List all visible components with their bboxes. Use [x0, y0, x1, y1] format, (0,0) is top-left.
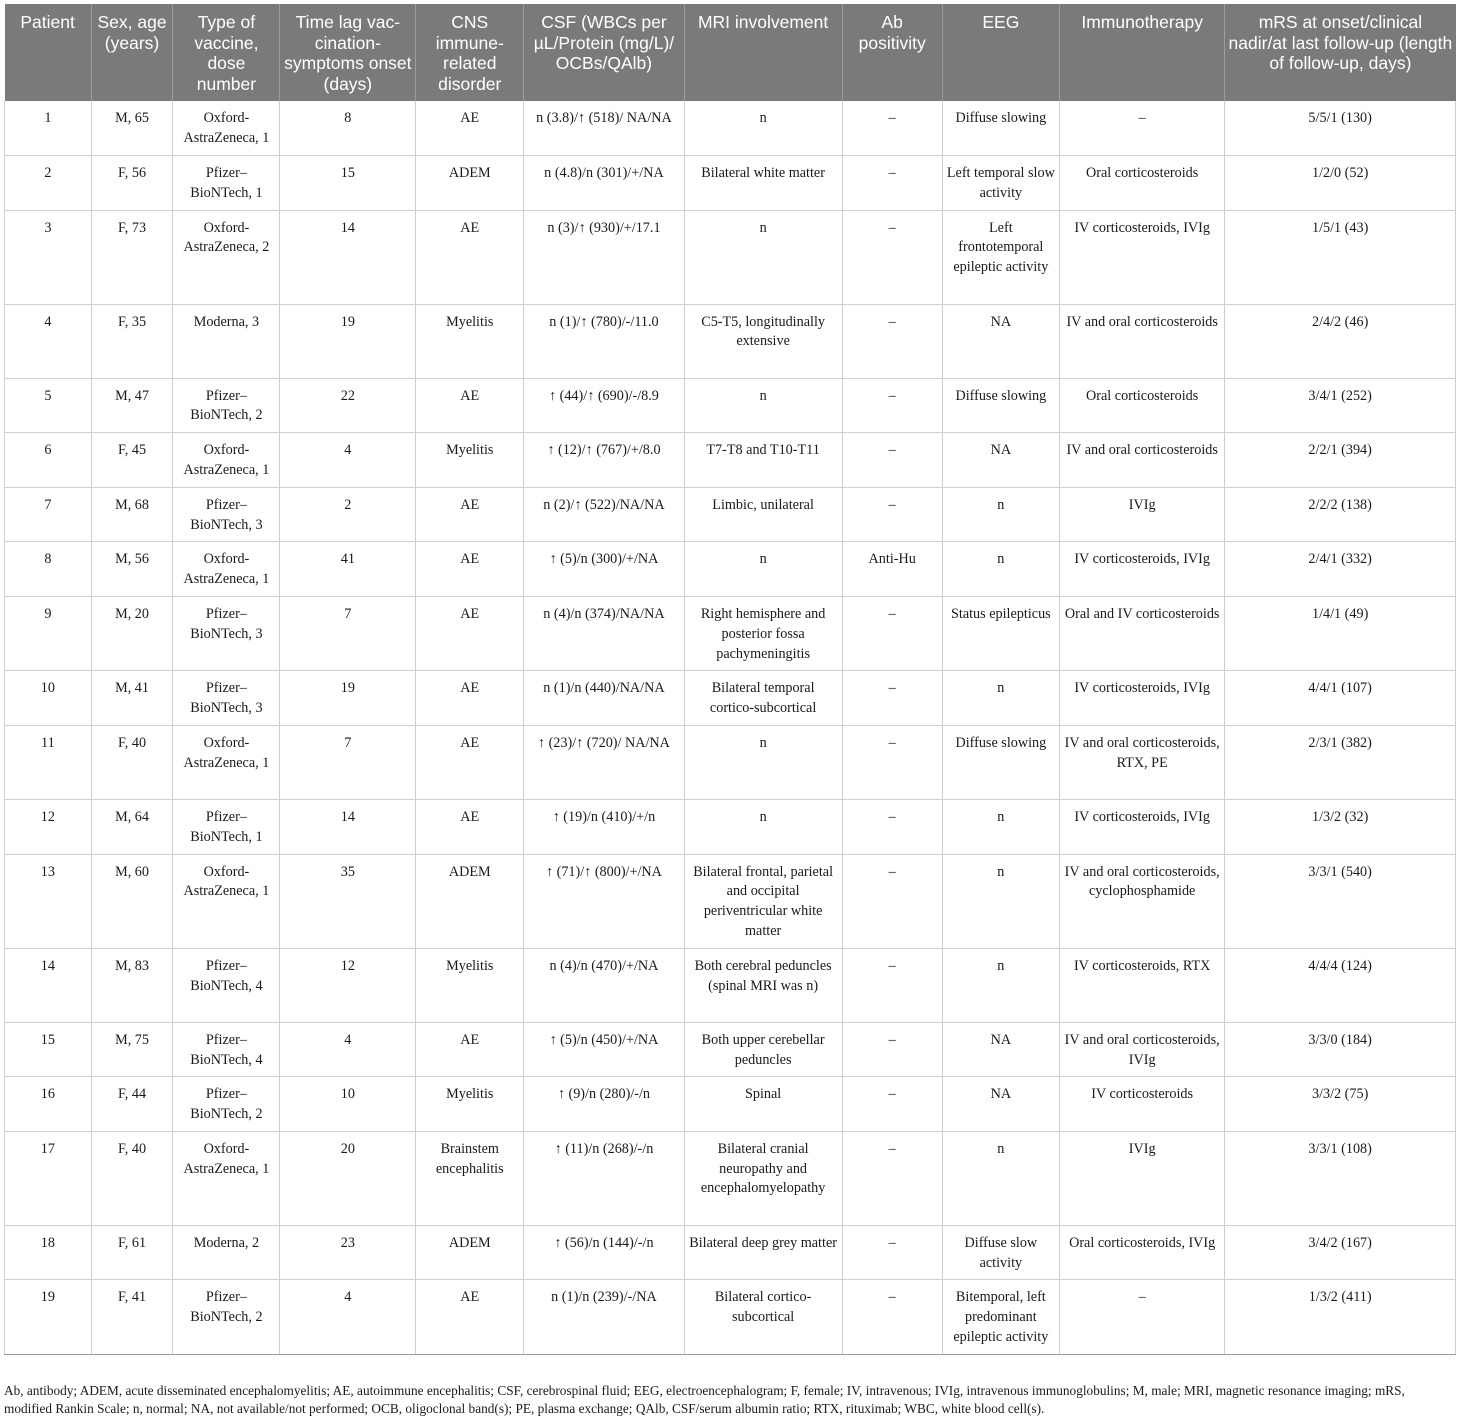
table-cell: M, 75	[91, 1022, 173, 1077]
table-cell: ↑ (11)/n (268)/-/n	[524, 1131, 684, 1225]
table-cell: 14	[5, 948, 92, 1022]
table-cell: 19	[280, 671, 416, 726]
table-cell: 8	[5, 542, 92, 597]
table-cell: ↑ (56)/n (144)/-/n	[524, 1225, 684, 1280]
table-cell: IV and oral corticosteroids, cyclophosphamide	[1060, 854, 1225, 948]
table-cell: IVIg	[1060, 1131, 1225, 1225]
table-cell: Oral corticosteroids, IVIg	[1060, 1225, 1225, 1280]
table-cell: IV corticosteroids, IVIg	[1060, 671, 1225, 726]
table-cell: 14	[280, 210, 416, 304]
table-cell: Bitemporal, left predominant epileptic activity	[942, 1280, 1059, 1354]
table-cell: AE	[416, 725, 524, 799]
table-cell: Oxford-AstraZeneca, 2	[173, 210, 280, 304]
table-cell: 1	[5, 101, 92, 155]
table-cell: –	[842, 671, 942, 726]
table-cell: 2/2/2 (138)	[1225, 487, 1456, 542]
table-row	[5, 1280, 1456, 1354]
table-cell: IV and oral corticosteroids	[1060, 433, 1225, 488]
table-cell: M, 20	[91, 596, 173, 670]
table-cell: IV corticosteroids	[1060, 1077, 1225, 1132]
table-cell: ↑ (23)/↑ (720)/ NA/NA	[524, 725, 684, 799]
table-cell: Diffuse slowing	[942, 101, 1059, 155]
table-cell: ↑ (71)/↑ (800)/+/NA	[524, 854, 684, 948]
table-cell: Pfizer–BioNTech, 1	[173, 799, 280, 854]
table-cell: 4	[5, 304, 92, 378]
table-cell: IV and oral corticosteroids, RTX, PE	[1060, 725, 1225, 799]
table-cell: n (1)/n (239)/-/NA	[524, 1280, 684, 1354]
table-cell: IV corticosteroids, IVIg	[1060, 542, 1225, 597]
table-header	[5, 4, 1456, 101]
table-cell: –	[842, 596, 942, 670]
table-cell: Bilateral deep grey matter	[684, 1225, 842, 1280]
table-cell: n (3)/↑ (930)/+/17.1	[524, 210, 684, 304]
table-cell: M, 64	[91, 799, 173, 854]
table-cell: 13	[5, 854, 92, 948]
table-cell: Myelitis	[416, 433, 524, 488]
table-cell: Bilateral white matter	[684, 155, 842, 210]
table-cell: AE	[416, 1280, 524, 1354]
table-cell: Limbic, unilateral	[684, 487, 842, 542]
table-cell: Myelitis	[416, 1077, 524, 1132]
table-cell: Oxford-AstraZeneca, 1	[173, 725, 280, 799]
table-cell: AE	[416, 542, 524, 597]
table-cell: IV and oral corticosteroids, IVIg	[1060, 1022, 1225, 1077]
table-cell: Oxford-AstraZeneca, 1	[173, 1131, 280, 1225]
table-cell: Both upper cerebellar peduncles	[684, 1022, 842, 1077]
table-cell: F, 45	[91, 433, 173, 488]
table-cell: Pfizer–BioNTech, 2	[173, 1280, 280, 1354]
table-cell: –	[842, 1225, 942, 1280]
table-cell: 8	[280, 101, 416, 155]
table-cell: 15	[280, 155, 416, 210]
table-cell: n	[942, 854, 1059, 948]
column-header: Immunotherapy	[1060, 4, 1225, 101]
patient-table	[4, 4, 1456, 1355]
table-cell: Oxford-AstraZeneca, 1	[173, 542, 280, 597]
table-cell: Oxford-AstraZeneca, 1	[173, 433, 280, 488]
table-cell: –	[842, 854, 942, 948]
table-cell: 41	[280, 542, 416, 597]
table-cell: AE	[416, 210, 524, 304]
table-cell: 2/2/1 (394)	[1225, 433, 1456, 488]
table-cell: 3/3/2 (75)	[1225, 1077, 1456, 1132]
table-cell: 7	[5, 487, 92, 542]
column-header: Ab positivity	[842, 4, 942, 101]
table-cell: n	[684, 101, 842, 155]
table-cell: M, 65	[91, 101, 173, 155]
table-cell: 2	[5, 155, 92, 210]
table-cell: ↑ (9)/n (280)/-/n	[524, 1077, 684, 1132]
table-cell: 1/4/1 (49)	[1225, 596, 1456, 670]
table-row	[5, 948, 1456, 1022]
table-cell: n	[942, 1131, 1059, 1225]
table-cell: T7-T8 and T10-T11	[684, 433, 842, 488]
table-cell: n (2)/↑ (522)/NA/NA	[524, 487, 684, 542]
table-row	[5, 1077, 1456, 1132]
table-cell: Bilateral cortico-subcortical	[684, 1280, 842, 1354]
table-cell: Oral corticosteroids	[1060, 378, 1225, 433]
table-cell: 35	[280, 854, 416, 948]
column-header: EEG	[942, 4, 1059, 101]
table-cell: n (4)/n (470)/+/NA	[524, 948, 684, 1022]
table-cell: ↑ (12)/↑ (767)/+/8.0	[524, 433, 684, 488]
table-cell: Left frontotemporal epileptic activity	[942, 210, 1059, 304]
table-cell: 5/5/1 (130)	[1225, 101, 1456, 155]
table-cell: –	[842, 433, 942, 488]
table-cell: 10	[280, 1077, 416, 1132]
table-cell: F, 35	[91, 304, 173, 378]
table-cell: 10	[5, 671, 92, 726]
table-cell: 7	[280, 596, 416, 670]
table-cell: F, 41	[91, 1280, 173, 1354]
table-cell: n	[684, 210, 842, 304]
table-cell: 4	[280, 1022, 416, 1077]
table-cell: n	[942, 542, 1059, 597]
table-cell: n (4)/n (374)/NA/NA	[524, 596, 684, 670]
table-row	[5, 210, 1456, 304]
table-cell: M, 83	[91, 948, 173, 1022]
table-cell: Moderna, 3	[173, 304, 280, 378]
table-cell: ↑ (5)/n (450)/+/NA	[524, 1022, 684, 1077]
table-cell: 3/4/1 (252)	[1225, 378, 1456, 433]
table-cell: n	[684, 542, 842, 597]
table-cell: 17	[5, 1131, 92, 1225]
table-cell: 3/4/2 (167)	[1225, 1225, 1456, 1280]
table-cell: NA	[942, 433, 1059, 488]
table-cell: AE	[416, 596, 524, 670]
table-cell: AE	[416, 101, 524, 155]
table-row	[5, 1131, 1456, 1225]
table-cell: –	[842, 1077, 942, 1132]
table-cell: n	[942, 799, 1059, 854]
table-cell: Bilateral frontal, parietal and occipital periventricular white matter	[684, 854, 842, 948]
table-cell: 1/5/1 (43)	[1225, 210, 1456, 304]
table-cell: M, 47	[91, 378, 173, 433]
table-cell: Left temporal slow activity	[942, 155, 1059, 210]
table-cell: 15	[5, 1022, 92, 1077]
table-row	[5, 596, 1456, 670]
table-cell: 2/3/1 (382)	[1225, 725, 1456, 799]
table-cell: –	[842, 1280, 942, 1354]
table-cell: AE	[416, 487, 524, 542]
table-cell: 19	[280, 304, 416, 378]
table-cell: F, 40	[91, 725, 173, 799]
table-cell: –	[1060, 1280, 1225, 1354]
table-cell: –	[842, 725, 942, 799]
table-cell: 3/3/1 (540)	[1225, 854, 1456, 948]
table-cell: Bilateral cranial neuropathy and encephalomyelopathy	[684, 1131, 842, 1225]
table-row	[5, 378, 1456, 433]
table-cell: Oxford-AstraZeneca, 1	[173, 101, 280, 155]
table-cell: Spinal	[684, 1077, 842, 1132]
table-cell: AE	[416, 1022, 524, 1077]
table-cell: F, 61	[91, 1225, 173, 1280]
table-cell: 3/3/1 (108)	[1225, 1131, 1456, 1225]
table-cell: 22	[280, 378, 416, 433]
table-cell: NA	[942, 1022, 1059, 1077]
table-cell: n	[942, 948, 1059, 1022]
table-cell: 19	[5, 1280, 92, 1354]
table-cell: n	[942, 487, 1059, 542]
table-cell: ADEM	[416, 155, 524, 210]
table-cell: –	[842, 1022, 942, 1077]
table-cell: Bilateral temporal cortico-subcortical	[684, 671, 842, 726]
table-cell: Both cerebral peduncles (spinal MRI was n)	[684, 948, 842, 1022]
table-cell: Pfizer–BioNTech, 2	[173, 378, 280, 433]
table-cell: ADEM	[416, 1225, 524, 1280]
table-cell: 20	[280, 1131, 416, 1225]
table-cell: Diffuse slowing	[942, 725, 1059, 799]
table-row	[5, 671, 1456, 726]
table-cell: Brainstem encephalitis	[416, 1131, 524, 1225]
table-cell: Pfizer–BioNTech, 2	[173, 1077, 280, 1132]
table-cell: n (4.8)/n (301)/+/NA	[524, 155, 684, 210]
column-header: CNS immune-related disorder	[416, 4, 524, 101]
table-cell: 1/3/2 (411)	[1225, 1280, 1456, 1354]
column-header: Type of vaccine, dose number	[173, 4, 280, 101]
column-header: Sex, age (years)	[91, 4, 173, 101]
table-cell: Pfizer–BioNTech, 3	[173, 596, 280, 670]
table-cell: n (1)/↑ (780)/-/11.0	[524, 304, 684, 378]
table-cell: M, 68	[91, 487, 173, 542]
table-cell: M, 41	[91, 671, 173, 726]
table-cell: Oxford-AstraZeneca, 1	[173, 854, 280, 948]
table-cell: –	[842, 304, 942, 378]
table-cell: –	[842, 799, 942, 854]
table-cell: Pfizer–BioNTech, 3	[173, 671, 280, 726]
table-cell: n	[684, 799, 842, 854]
table-cell: 12	[5, 799, 92, 854]
table-cell: Anti-Hu	[842, 542, 942, 597]
table-cell: 2/4/1 (332)	[1225, 542, 1456, 597]
table-cell: Diffuse slow activity	[942, 1225, 1059, 1280]
table-cell: Diffuse slowing	[942, 378, 1059, 433]
table-cell: –	[1060, 101, 1225, 155]
column-header: Patient	[5, 4, 92, 101]
table-row	[5, 542, 1456, 597]
table-cell: –	[842, 1131, 942, 1225]
header-row	[5, 4, 1456, 101]
table-cell: 4/4/1 (107)	[1225, 671, 1456, 726]
table-cell: AE	[416, 799, 524, 854]
table-cell: Status epilepticus	[942, 596, 1059, 670]
table-cell: –	[842, 155, 942, 210]
table-cell: 3/3/0 (184)	[1225, 1022, 1456, 1077]
table-cell: ↑ (19)/n (410)/+/n	[524, 799, 684, 854]
table-cell: 2/4/2 (46)	[1225, 304, 1456, 378]
table-cell: 18	[5, 1225, 92, 1280]
table-row	[5, 725, 1456, 799]
table-row	[5, 1225, 1456, 1280]
table-cell: F, 40	[91, 1131, 173, 1225]
table-row	[5, 433, 1456, 488]
table-cell: Pfizer–BioNTech, 3	[173, 487, 280, 542]
column-header: CSF (WBCs per µL/Protein (mg/L)/ OCBs/QAlb)	[524, 4, 684, 101]
table-cell: –	[842, 210, 942, 304]
column-header: MRI involvement	[684, 4, 842, 101]
table-row	[5, 304, 1456, 378]
table-cell: M, 60	[91, 854, 173, 948]
table-cell: IV corticosteroids, IVIg	[1060, 210, 1225, 304]
table-row	[5, 854, 1456, 948]
table-cell: 4	[280, 433, 416, 488]
table-cell: Pfizer–BioNTech, 4	[173, 948, 280, 1022]
table-cell: 3	[5, 210, 92, 304]
table-cell: F, 44	[91, 1077, 173, 1132]
table-row	[5, 799, 1456, 854]
table-cell: n	[684, 725, 842, 799]
table-cell: C5-T5, longitudinally extensive	[684, 304, 842, 378]
table-cell: IV corticosteroids, IVIg	[1060, 799, 1225, 854]
table-cell: M, 56	[91, 542, 173, 597]
table-cell: –	[842, 101, 942, 155]
table-cell: F, 56	[91, 155, 173, 210]
table-cell: Oral corticosteroids	[1060, 155, 1225, 210]
table-cell: –	[842, 487, 942, 542]
table-cell: NA	[942, 1077, 1059, 1132]
table-cell: IVIg	[1060, 487, 1225, 542]
table-cell: 1/3/2 (32)	[1225, 799, 1456, 854]
table-cell: Myelitis	[416, 948, 524, 1022]
table-body	[5, 101, 1456, 1354]
table-cell: 2	[280, 487, 416, 542]
table-cell: F, 73	[91, 210, 173, 304]
table-cell: IV corticosteroids, RTX	[1060, 948, 1225, 1022]
table-cell: Pfizer–BioNTech, 1	[173, 155, 280, 210]
table-cell: 6	[5, 433, 92, 488]
table-cell: AE	[416, 671, 524, 726]
table-cell: n	[942, 671, 1059, 726]
table-cell: AE	[416, 378, 524, 433]
table-cell: ↑ (5)/n (300)/+/NA	[524, 542, 684, 597]
table-cell: 1/2/0 (52)	[1225, 155, 1456, 210]
column-header: Time lag vac-cination-symptoms onset (days)	[280, 4, 416, 101]
table-cell: –	[842, 948, 942, 1022]
table-cell: NA	[942, 304, 1059, 378]
table-cell: ADEM	[416, 854, 524, 948]
table-cell: 16	[5, 1077, 92, 1132]
table-cell: 4/4/4 (124)	[1225, 948, 1456, 1022]
table-cell: n (1)/n (440)/NA/NA	[524, 671, 684, 726]
table-row	[5, 101, 1456, 155]
table-cell: n	[684, 378, 842, 433]
table-cell: 23	[280, 1225, 416, 1280]
table-cell: 4	[280, 1280, 416, 1354]
table-cell: 7	[280, 725, 416, 799]
table-row	[5, 487, 1456, 542]
table-cell: Oral and IV corticosteroids	[1060, 596, 1225, 670]
table-row	[5, 155, 1456, 210]
table-cell: 9	[5, 596, 92, 670]
table-footnote: Ab, antibody; ADEM, acute disseminated encephalomyelitis; AE, autoimmune encephalitis; CSF, cerebrospinal fluid; EEG, electroencephalogram; F, female; IV, intravenous; IVIg, intravenous immunoglobulins; M, male; MRI, magnetic resonance imaging; mRS, modified Rankin Scale; n, normal; NA, not available/not performed; OCB, oligoclonal band(s); PE, plasma exchange; QAlb, CSF/serum albumin ratio; RTX, rituximab; WBC, white blood cell(s).	[4, 1383, 1405, 1416]
table-cell: Moderna, 2	[173, 1225, 280, 1280]
table-cell: Pfizer–BioNTech, 4	[173, 1022, 280, 1077]
table-cell: Right hemisphere and posterior fossa pachymeningitis	[684, 596, 842, 670]
table-cell: 14	[280, 799, 416, 854]
column-header: mRS at onset/clinical nadir/at last follow-up (length of follow-up, days)	[1225, 4, 1456, 101]
table-cell: –	[842, 378, 942, 433]
table-cell: ↑ (44)/↑ (690)/-/8.9	[524, 378, 684, 433]
table-row	[5, 1022, 1456, 1077]
table-cell: 12	[280, 948, 416, 1022]
table-cell: n (3.8)/↑ (518)/ NA/NA	[524, 101, 684, 155]
table-cell: IV and oral corticosteroids	[1060, 304, 1225, 378]
table-cell: Myelitis	[416, 304, 524, 378]
table-cell: 11	[5, 725, 92, 799]
table-cell: 5	[5, 378, 92, 433]
